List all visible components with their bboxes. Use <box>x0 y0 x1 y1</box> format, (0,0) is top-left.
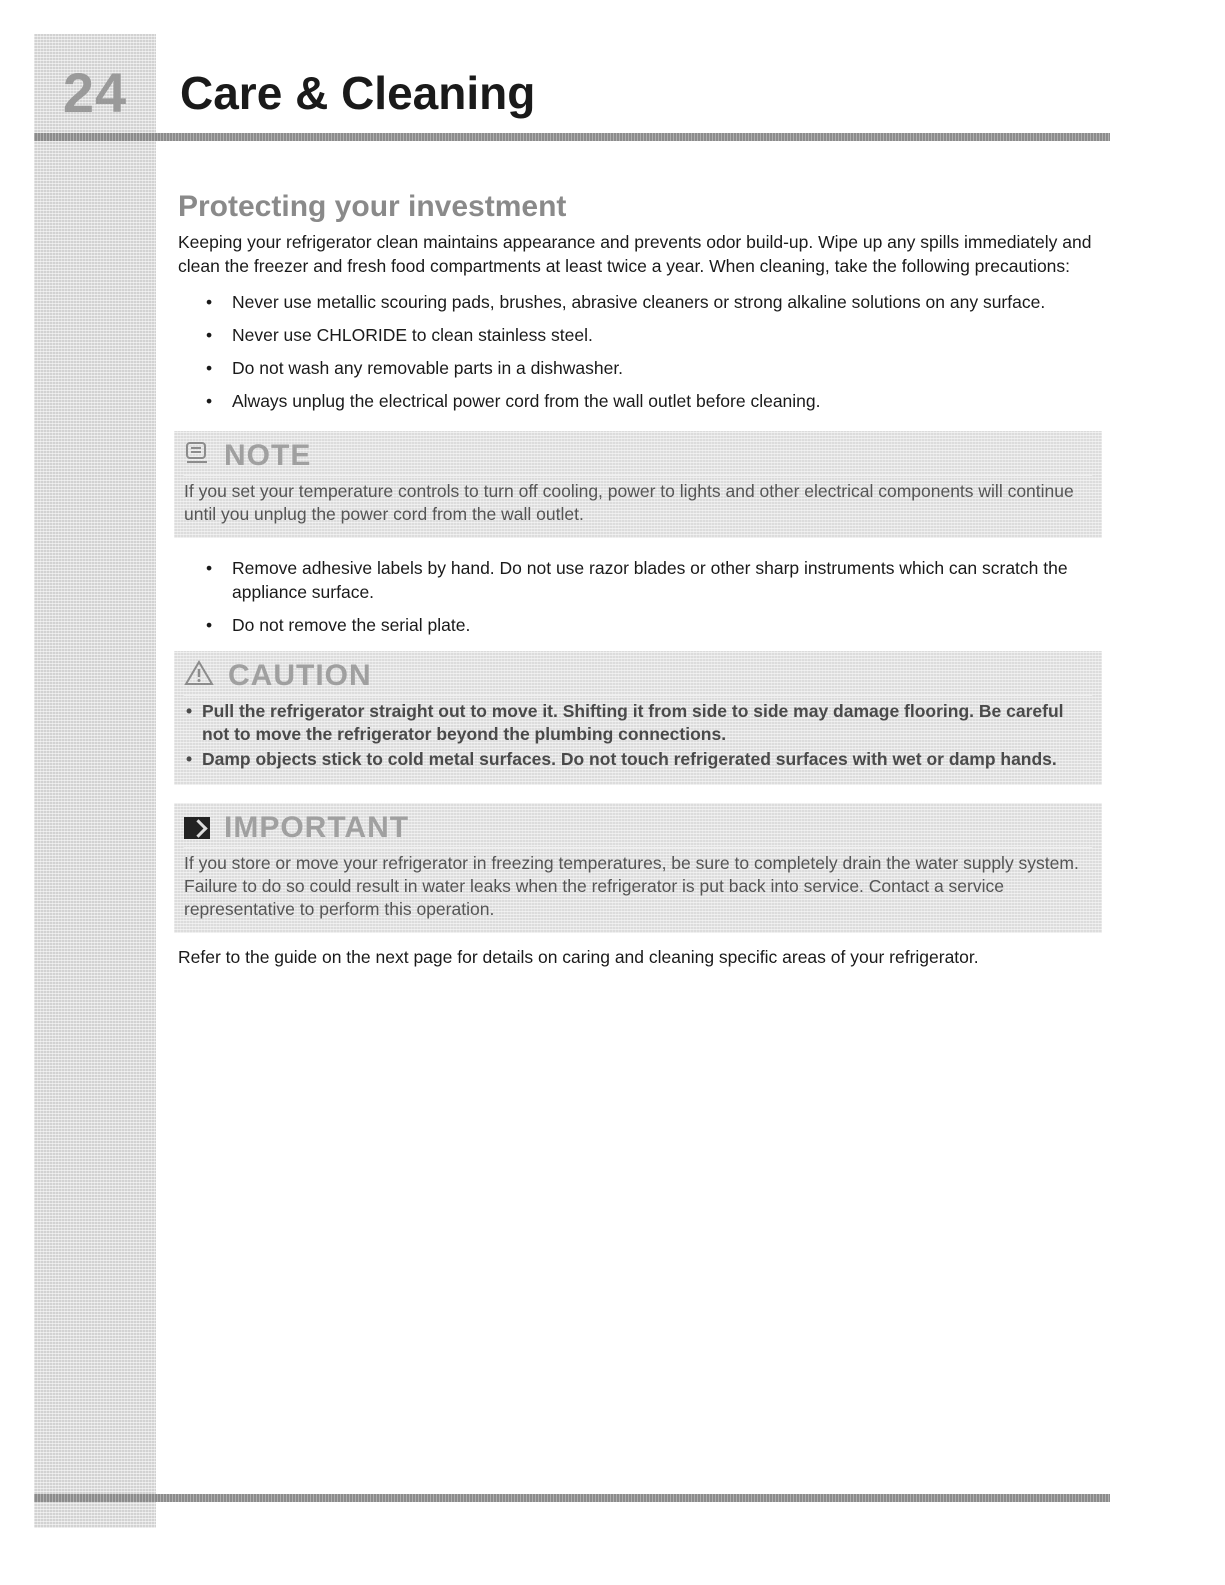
page-title: Care & Cleaning <box>180 67 536 119</box>
note-text: If you set your temperature controls to turn off cooling, power to lights and other electrical components will continue until you unplug the power cord from the wall outlet. <box>184 481 1074 524</box>
list-item: • Remove adhesive labels by hand. Do not use razor blades or other sharp instruments which can scratch the appliance surface. <box>232 556 1098 604</box>
note-heading-label: NOTE <box>224 439 312 472</box>
important-box <box>174 803 1102 933</box>
warning-triangle-icon <box>184 660 214 693</box>
footer-rule <box>34 1494 1110 1502</box>
list-item: • Do not remove the serial plate. <box>232 613 1098 637</box>
sidebar-band <box>34 34 156 1528</box>
main-content <box>178 190 1098 987</box>
list-item: • Do not wash any removable parts in a dishwasher. <box>232 356 1098 380</box>
section-title: Protecting your investment <box>178 190 567 223</box>
caution-item: • Pull the refrigerator straight out to move it. Shifting it from side to side may damage flooring. Be careful not to move the refrigerator beyond the plumbing connections. <box>184 700 1092 746</box>
arrow-right-icon <box>184 817 210 839</box>
caution-heading-label: CAUTION <box>228 659 372 692</box>
header-rule <box>34 133 1110 141</box>
important-heading-label: IMPORTANT <box>224 811 410 844</box>
note-heading <box>184 439 1092 476</box>
note-box <box>174 431 1102 538</box>
precautions-list <box>178 290 1098 413</box>
caution-heading <box>184 659 1092 696</box>
important-heading <box>184 811 1092 848</box>
intro-paragraph: Keeping your refrigerator clean maintains appearance and prevents odor build-up. Wipe up any spills immediately and clean the freezer and fresh food compartments at least twice a year. When cleaning, take the following precautions: <box>178 232 1092 276</box>
important-text: If you store or move your refrigerator in freezing temperatures, be sure to completely drain the water supply system. Failure to do so could result in water leaks when the refrigerator is put back into service. Contact a service representative to perform this operation. <box>184 853 1079 919</box>
precautions-list-2 <box>178 556 1098 637</box>
caution-item: • Damp objects stick to cold metal surfaces. Do not touch refrigerated surfaces with wet or damp hands. <box>184 748 1092 771</box>
list-item: • Never use metallic scouring pads, brushes, abrasive cleaners or strong alkaline solutions on any surface. <box>232 290 1098 314</box>
list-item: • Always unplug the electrical power cord from the wall outlet before cleaning. <box>232 389 1098 413</box>
page-number: 24 <box>62 61 128 124</box>
caution-box <box>174 651 1102 785</box>
list-item: • Never use CHLORIDE to clean stainless steel. <box>232 323 1098 347</box>
note-icon <box>184 441 210 472</box>
closing-paragraph: Refer to the guide on the next page for details on caring and cleaning specific areas of your refrigerator. <box>178 947 979 967</box>
